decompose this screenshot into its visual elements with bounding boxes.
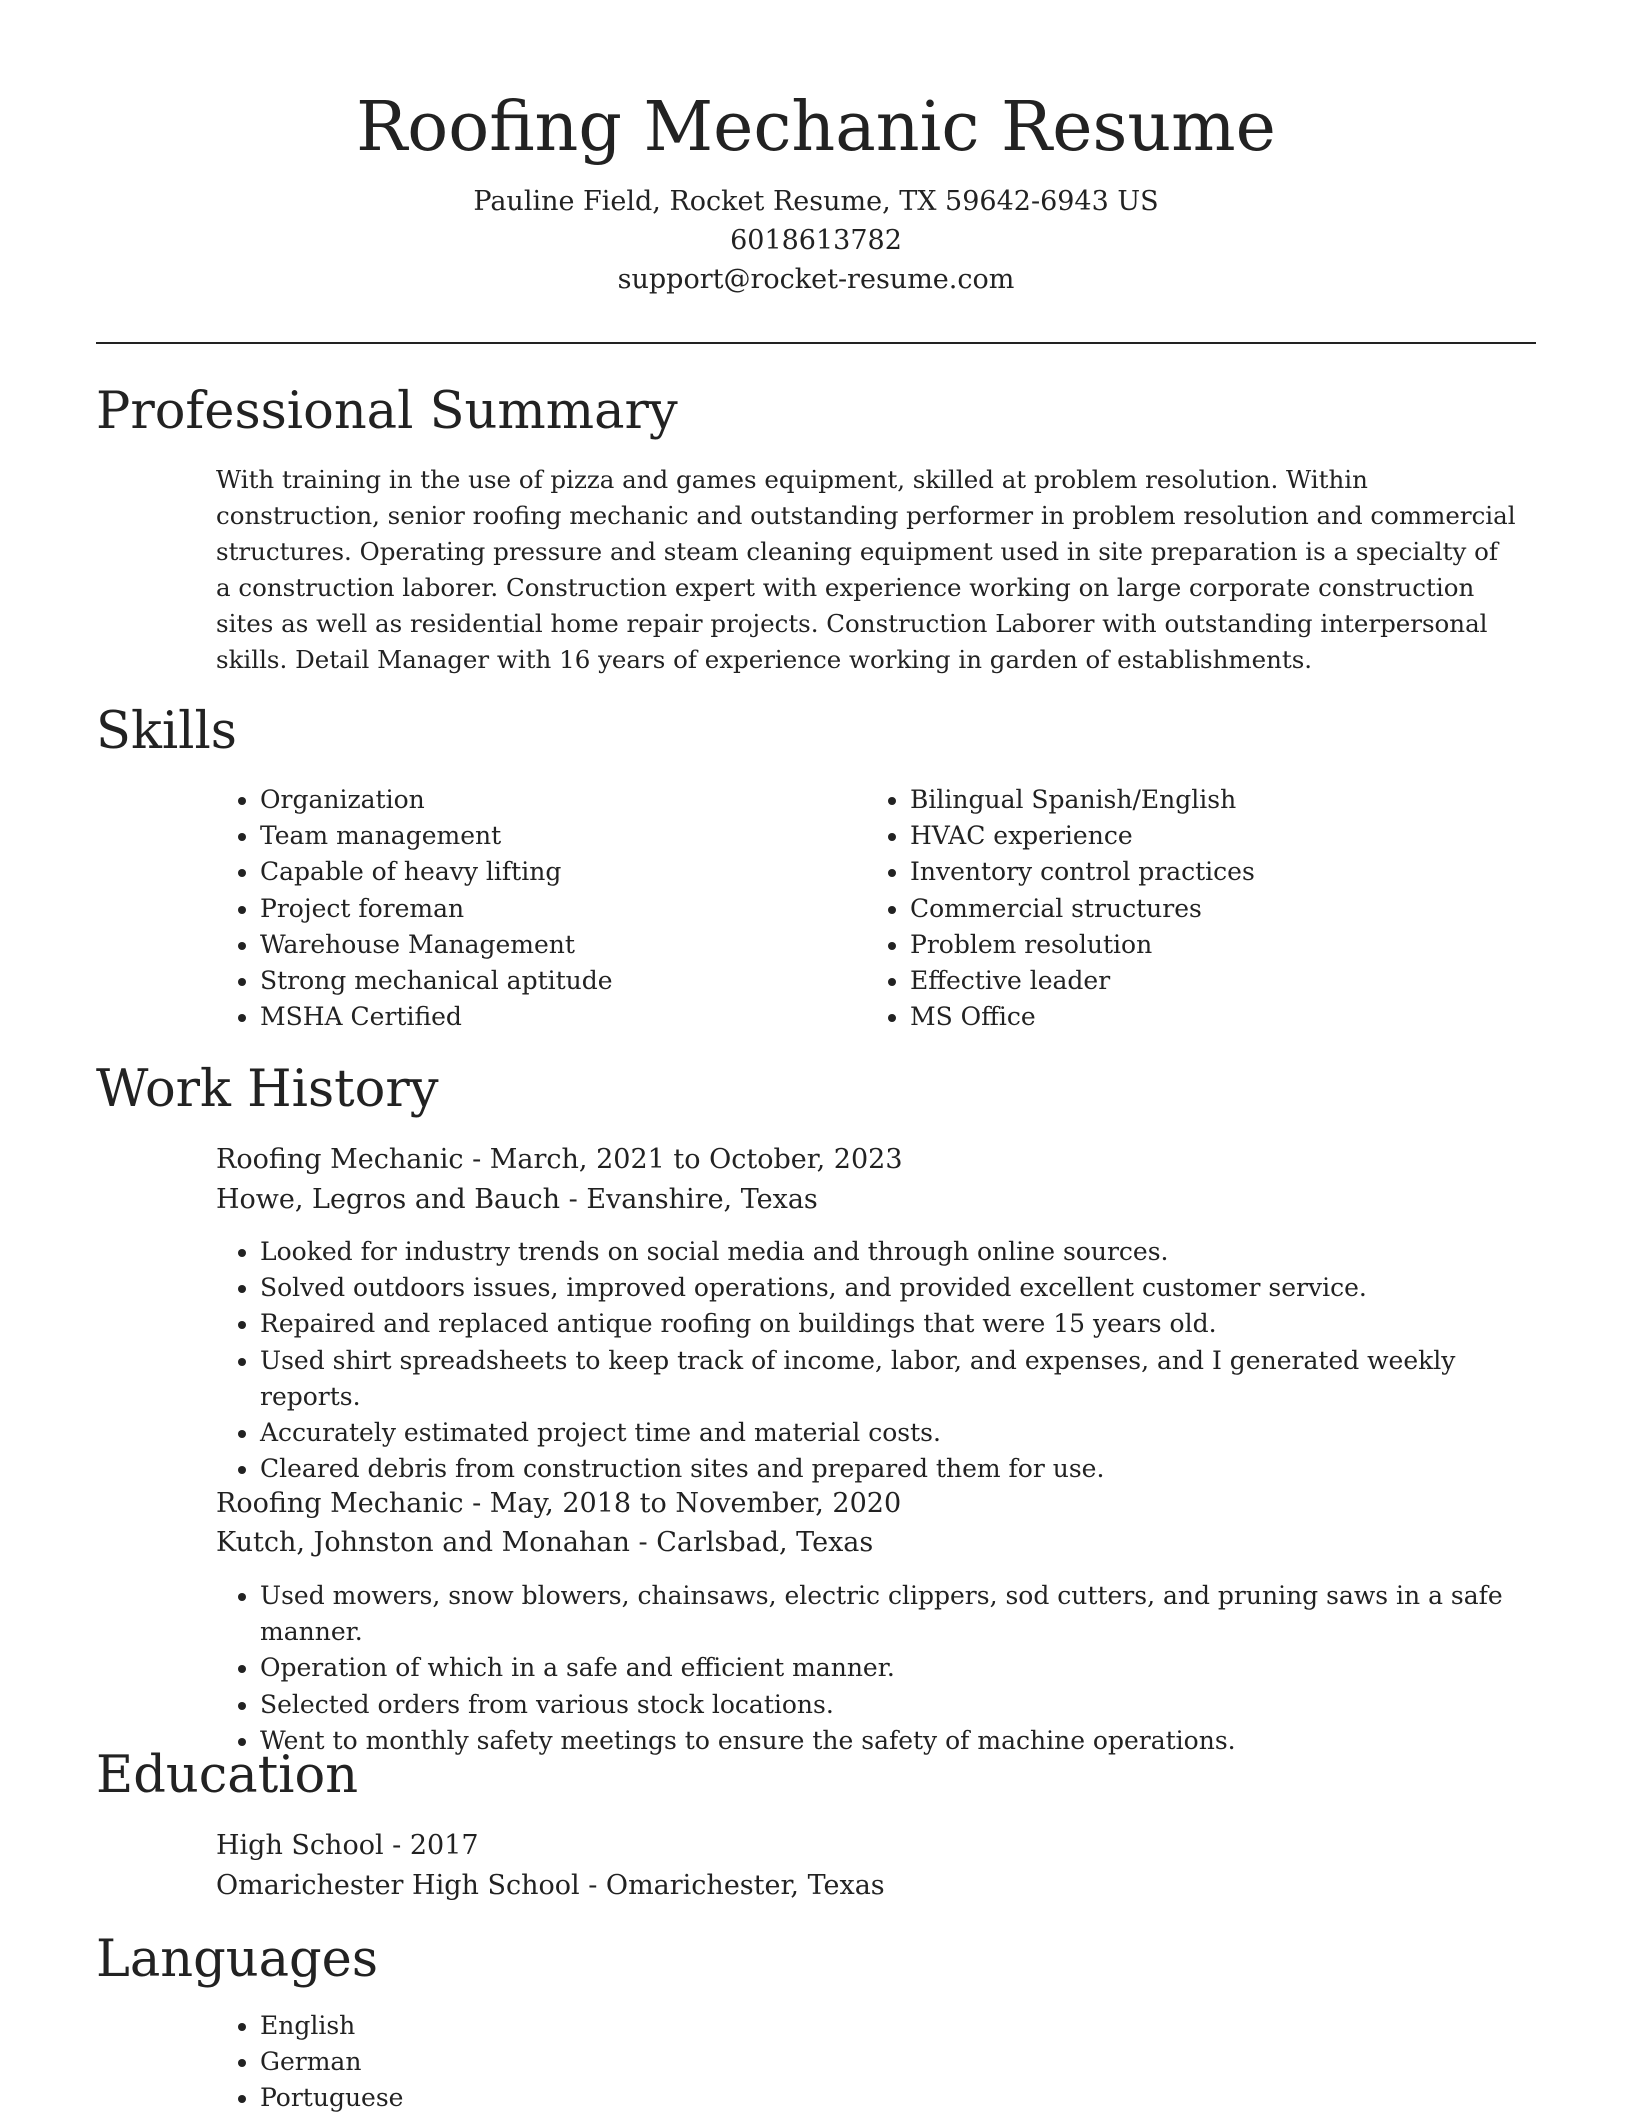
job-company-line (216, 1523, 873, 1562)
job-bullets (216, 1578, 1556, 1759)
skill-item: • Warehouse Management (260, 927, 856, 963)
job-bullet: • Repaired and replaced antique roofing on buildings that were 15 years old. (260, 1306, 1556, 1342)
job-company-line (216, 1180, 818, 1219)
job-title: Roofing Mechanic (216, 1488, 464, 1519)
job-title-line (216, 1484, 901, 1523)
skill-item: • HVAC experience (910, 818, 1506, 854)
work-history-heading: Work History (96, 1060, 439, 1119)
job-bullet: • Used shirt spreadsheets to keep track of income, labor, and expenses, and I generated weekly reports. (260, 1343, 1556, 1415)
job-title: Roofing Mechanic (216, 1144, 464, 1175)
skill-item: • Capable of heavy lifting (260, 854, 856, 890)
education-location: - Omarichester, Texas (579, 1870, 885, 1901)
resume-header (96, 82, 1536, 299)
job-bullet: • Went to monthly safety meetings to ensure the safety of machine operations. (260, 1723, 1556, 1759)
contact-address: Pauline Field, Rocket Resume, TX 59642-6943 US (473, 186, 1159, 217)
job-bullet: • Accurately estimated project time and material costs. (260, 1415, 1556, 1451)
job-dates: - March, 2021 to October, 2023 (463, 1144, 903, 1175)
job-bullet: • Used mowers, snow blowers, chainsaws, electric clippers, sod cutters, and pruning saws in a safe manner. (260, 1578, 1556, 1650)
education-year: - 2017 (383, 1830, 479, 1861)
education-school-line (216, 1866, 885, 1905)
job-bullet: • Solved outdoors issues, improved operations, and provided excellent customer service. (260, 1270, 1556, 1306)
job-title-line (216, 1140, 903, 1179)
skill-item: • Bilingual Spanish/English (910, 782, 1506, 818)
skills-right-column (866, 782, 1506, 1035)
skill-item: • Organization (260, 782, 856, 818)
summary-heading: Professional Summary (96, 382, 678, 441)
skills-left-column (216, 782, 856, 1035)
skill-item: • Project foreman (260, 891, 856, 927)
skill-item: • Effective leader (910, 963, 1506, 999)
education-heading: Education (96, 1746, 359, 1805)
job-bullet: • Looked for industry trends on social media and through online sources. (260, 1234, 1556, 1270)
education-degree-line (216, 1826, 479, 1865)
skill-item: • Commercial structures (910, 891, 1506, 927)
resume-title: Roofing Mechanic Resume (356, 88, 1276, 167)
languages-heading: Languages (96, 1930, 379, 1989)
skill-item: • MS Office (910, 999, 1506, 1035)
job-bullet: • Cleared debris from construction sites and prepared them for use. (260, 1451, 1556, 1487)
education-school: Omarichester High School (216, 1870, 580, 1901)
languages-list (216, 2008, 1556, 2117)
job-dates: - May, 2018 to November, 2020 (463, 1488, 902, 1519)
skill-item: • Problem resolution (910, 927, 1506, 963)
skills-heading: Skills (96, 702, 237, 761)
skill-item: • Strong mechanical aptitude (260, 963, 856, 999)
education-degree: High School (216, 1830, 384, 1861)
job-bullets (216, 1234, 1556, 1487)
summary-text: With training in the use of pizza and games equipment, skilled at problem resolution. Within construction, senior roofing mechanic and outstanding performer in problem resolution and commercial structures. Operating pressure and steam cleaning equipment used in site preparation is a specialty of a construction laborer. Construction expert with experience working on large corporate construction sites as well as residential home repair projects. Construction Laborer with outstanding interpersonal skills. Detail Manager with 16 years of experience working in garden of establishments. (216, 465, 1516, 674)
job-company: Howe, Legros and Bauch (216, 1184, 561, 1215)
skill-item: • MSHA Certified (260, 999, 856, 1035)
job-location: - Evanshire, Texas (560, 1184, 818, 1215)
job-company: Kutch, Johnston and Monahan (216, 1527, 630, 1558)
language-item: • English (260, 2008, 1556, 2044)
job-location: - Carlsbad, Texas (629, 1527, 874, 1558)
skill-item: • Team management (260, 818, 856, 854)
job-bullet: • Operation of which in a safe and efficient manner. (260, 1650, 1556, 1686)
header-divider (96, 342, 1536, 344)
contact-email: support@rocket-resume.com (617, 264, 1015, 295)
skill-item: • Inventory control practices (910, 854, 1506, 890)
language-item: • German (260, 2044, 1556, 2080)
contact-phone: 6018613782 (730, 225, 902, 256)
language-item: • Portuguese (260, 2080, 1556, 2116)
contact-block (96, 182, 1536, 299)
job-bullet: • Selected orders from various stock locations. (260, 1687, 1556, 1723)
